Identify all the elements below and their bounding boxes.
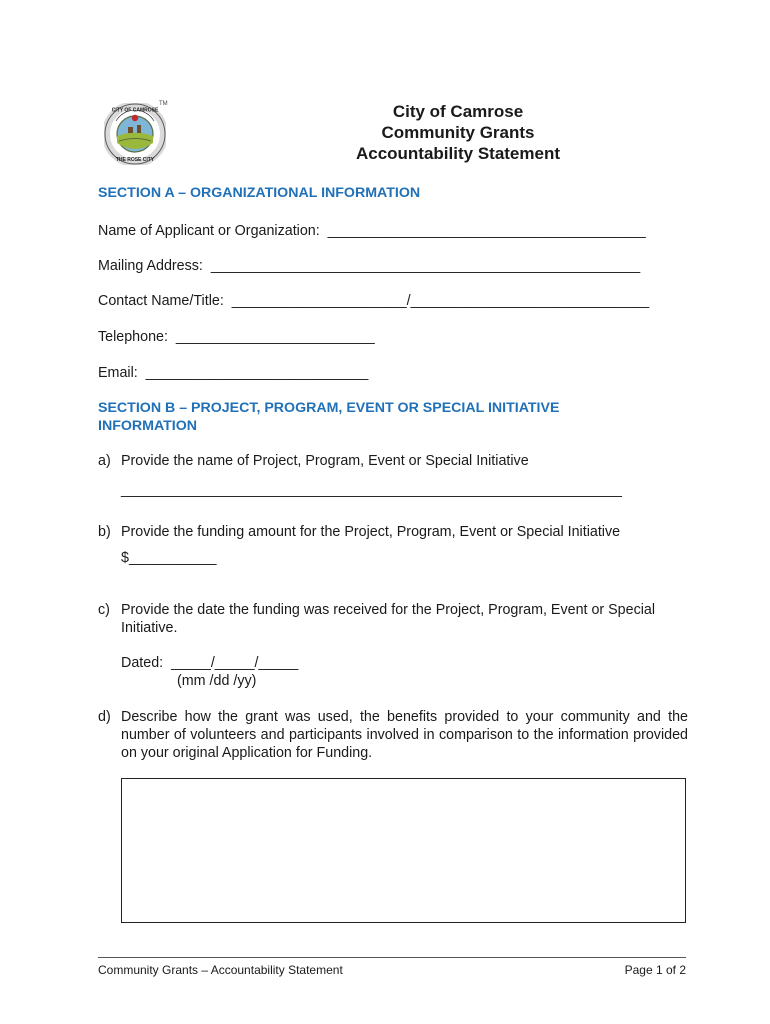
question-a-text: Provide the name of Project, Program, Event or Special Initiative bbox=[121, 453, 529, 469]
dated-field[interactable]: Dated: _____/_____/_____ bbox=[121, 655, 299, 671]
question-d bbox=[98, 708, 688, 762]
title-line-program: Community Grants bbox=[381, 123, 535, 142]
footer-divider bbox=[98, 957, 686, 958]
section-b-heading-line2: INFORMATION bbox=[98, 418, 198, 434]
section-b-heading-line1: SECTION B – PROJECT, PROGRAM, EVENT OR SPECIAL INITIATIVE bbox=[98, 400, 560, 416]
question-b bbox=[98, 523, 688, 541]
document-title bbox=[300, 101, 616, 164]
contact-name-title-field[interactable]: Contact Name/Title: ______________________/______________________________ bbox=[98, 293, 650, 309]
question-c bbox=[98, 601, 688, 637]
applicant-name-field[interactable]: Name of Applicant or Organization: ________________________________________ bbox=[98, 223, 646, 239]
question-d-label: d) bbox=[98, 709, 111, 725]
question-b-label: b) bbox=[98, 524, 111, 540]
svg-text:CITY OF CAMROSE: CITY OF CAMROSE bbox=[111, 107, 159, 114]
telephone-field[interactable]: Telephone: _________________________ bbox=[98, 329, 375, 345]
question-b-text: Provide the funding amount for the Project, Program, Event or Special Initiative bbox=[121, 524, 621, 540]
city-of-camrose-seal-logo bbox=[104, 103, 166, 165]
email-field[interactable]: Email: ____________________________ bbox=[98, 365, 369, 381]
question-c-text: Provide the date the funding was received for the Project, Program, Event or Special Initiative. bbox=[121, 602, 656, 636]
section-a-heading: SECTION A – ORGANIZATIONAL INFORMATION bbox=[98, 185, 421, 201]
funding-amount-field[interactable]: $___________ bbox=[121, 550, 217, 566]
question-a-label: a) bbox=[98, 453, 111, 469]
question-a bbox=[98, 452, 688, 470]
trademark-mark: TM bbox=[159, 101, 168, 107]
title-line-city: City of Camrose bbox=[392, 102, 524, 121]
grant-usage-response-box[interactable] bbox=[121, 778, 686, 923]
footer-document-name: Community Grants – Accountability Statement bbox=[98, 963, 343, 977]
question-c-label: c) bbox=[98, 602, 110, 618]
project-name-field[interactable]: _______________________________________________________________ bbox=[121, 482, 622, 498]
date-format-hint: (mm /dd /yy) bbox=[177, 673, 257, 689]
footer-page-number: Page 1 of 2 bbox=[624, 963, 686, 977]
question-d-text: Describe how the grant was used, the benefits provided to your community and the number of volunteers and participants involved in comparison to the information provided on your original Application for Funding. bbox=[121, 709, 688, 761]
mailing-address-field[interactable]: Mailing Address: ______________________________________________________ bbox=[98, 258, 641, 274]
section-b-heading bbox=[98, 399, 559, 435]
svg-text:THE ROSE CITY: THE ROSE CITY bbox=[115, 157, 155, 163]
title-line-statement: Accountability Statement bbox=[355, 144, 561, 163]
